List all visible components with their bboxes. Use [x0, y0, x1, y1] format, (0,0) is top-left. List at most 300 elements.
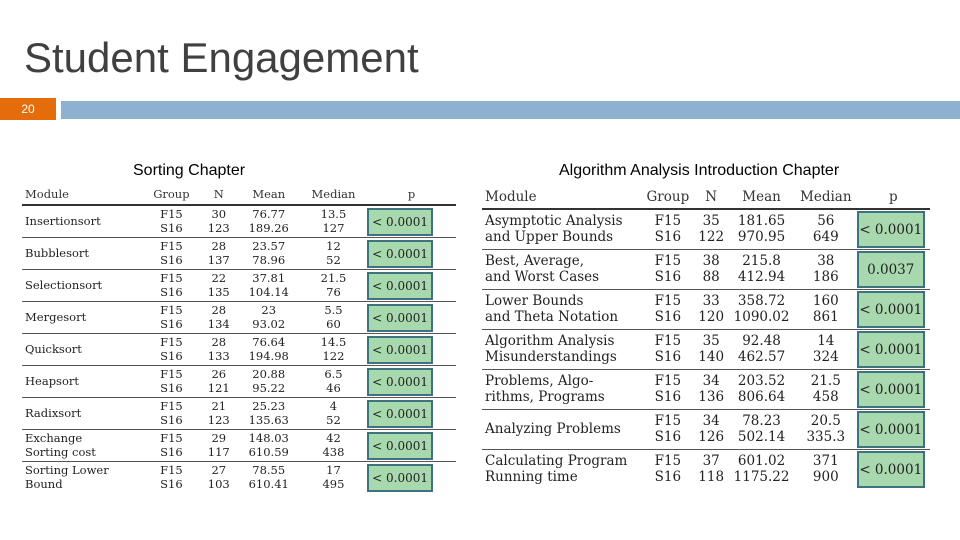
cell-line: 23.57: [252, 239, 286, 254]
module-cell: [482, 410, 642, 450]
group-cell: [143, 270, 200, 302]
module-cell: [482, 450, 642, 490]
median-cell: [300, 270, 367, 302]
cell-line: 134: [207, 316, 230, 331]
median-cell: [795, 330, 857, 370]
median-cell: [300, 430, 367, 462]
cell-line: 371: [812, 452, 839, 469]
n-cell: [200, 462, 238, 494]
cell-line: S16: [160, 348, 183, 363]
cell-line: 78.55: [252, 463, 286, 478]
cell-line: rithms, Programs: [485, 388, 605, 405]
cell-line: 22: [211, 271, 227, 286]
n-cell: [200, 238, 238, 270]
n-cell: [200, 270, 238, 302]
group-cell: [642, 410, 694, 450]
cell-line: 42: [326, 431, 341, 446]
table-row: [482, 370, 930, 410]
cell-line: Lower Bounds: [485, 292, 584, 309]
cell-line: F15: [160, 271, 183, 286]
cell-line: Analyzing Problems: [485, 420, 621, 437]
p-value-cell: [367, 462, 456, 494]
p-value-cell: [367, 398, 456, 430]
p-value: < 0.0001: [857, 411, 925, 448]
cell-line: 5.5: [324, 303, 343, 318]
cell-line: S16: [654, 348, 682, 365]
mean-cell: [238, 238, 300, 270]
mean-cell: [728, 290, 795, 330]
cell-line: 34: [702, 372, 720, 389]
cell-line: 189.26: [248, 220, 289, 235]
cell-line: S16: [654, 308, 682, 325]
mean-cell: [728, 450, 795, 490]
p-value-cell: [367, 270, 456, 302]
table-row: [22, 302, 456, 334]
cell-line: S16: [160, 284, 183, 299]
n-cell: [694, 250, 728, 290]
p-value: < 0.0001: [857, 331, 925, 368]
cell-line: and Upper Bounds: [485, 228, 614, 245]
cell-line: 76.77: [252, 207, 286, 222]
table-row: [482, 290, 930, 330]
group-cell: [143, 205, 200, 238]
cell-line: 123: [207, 412, 230, 427]
cell-line: S16: [654, 468, 682, 485]
group-cell: [143, 398, 200, 430]
cell-line: F15: [654, 212, 682, 229]
cell-line: F15: [160, 367, 183, 382]
cell-line: F15: [160, 303, 183, 318]
cell-line: 17: [326, 463, 341, 478]
cell-line: 12: [326, 239, 341, 254]
median-cell: [300, 462, 367, 494]
cell-line: 127: [322, 220, 345, 235]
p-value-cell: [367, 302, 456, 334]
table-row: [22, 462, 456, 494]
cell-line: 806.64: [737, 388, 786, 405]
cell-line: 21.5: [810, 372, 841, 389]
median-cell: [795, 209, 857, 250]
cell-line: 38: [702, 252, 720, 269]
n-cell: [200, 430, 238, 462]
n-cell: [694, 370, 728, 410]
cell-line: 335.3: [806, 428, 846, 445]
cell-line: F15: [654, 252, 682, 269]
cell-line: 14.5: [320, 335, 347, 350]
cell-line: S16: [160, 316, 183, 331]
mean-cell: [238, 302, 300, 334]
p-value: < 0.0001: [367, 400, 433, 428]
mean-cell: [238, 398, 300, 430]
median-cell: [300, 302, 367, 334]
cell-line: 502.14: [737, 428, 786, 445]
group-cell: [642, 370, 694, 410]
n-cell: [694, 410, 728, 450]
module-cell: [22, 462, 143, 494]
cell-line: 6.5: [324, 367, 343, 382]
cell-line: S16: [654, 268, 682, 285]
cell-line: 126: [698, 428, 725, 445]
p-value: < 0.0001: [857, 371, 925, 408]
cell-line: 28: [211, 239, 227, 254]
column-header: Mean: [238, 184, 300, 205]
slide-title: Student Engagement: [24, 34, 419, 81]
cell-line: 462.57: [737, 348, 786, 365]
group-cell: [642, 330, 694, 370]
column-header: Median: [300, 184, 367, 205]
column-header: Median: [795, 186, 857, 209]
cell-line: 14: [817, 332, 835, 349]
mean-cell: [728, 250, 795, 290]
median-cell: [300, 238, 367, 270]
cell-line: 26: [211, 367, 227, 382]
cell-line: 28: [211, 335, 227, 350]
cell-line: F15: [160, 431, 183, 446]
cell-line: 38: [817, 252, 835, 269]
mean-cell: [238, 430, 300, 462]
p-value: < 0.0001: [367, 304, 433, 332]
cell-line: Misunderstandings: [485, 348, 617, 365]
p-value: < 0.0001: [367, 368, 433, 396]
cell-line: 412.94: [737, 268, 786, 285]
cell-line: 122: [322, 348, 345, 363]
cell-line: 4: [329, 399, 338, 414]
column-header: N: [200, 184, 238, 205]
cell-line: 438: [322, 444, 345, 459]
module-cell: [22, 238, 143, 270]
cell-line: 76: [326, 284, 341, 299]
cell-line: 649: [812, 228, 839, 245]
median-cell: [300, 334, 367, 366]
cell-line: 900: [812, 468, 839, 485]
table-row: [482, 209, 930, 250]
p-value-cell: [857, 330, 930, 370]
cell-line: 160: [812, 292, 839, 309]
p-value: < 0.0001: [367, 240, 433, 268]
median-cell: [795, 410, 857, 450]
cell-line: S16: [160, 412, 183, 427]
cell-line: F15: [654, 372, 682, 389]
p-value-cell: [367, 366, 456, 398]
cell-line: Algorithm Analysis: [485, 332, 615, 349]
group-cell: [143, 238, 200, 270]
cell-line: 140: [698, 348, 725, 365]
table-row: [22, 366, 456, 398]
table-row: [22, 430, 456, 462]
cell-line: 610.41: [248, 476, 289, 491]
p-value-cell: [367, 205, 456, 238]
cell-line: Asymptotic Analysis: [485, 212, 623, 229]
module-cell: [22, 270, 143, 302]
cell-line: Bubblesort: [25, 245, 90, 260]
left-table-caption: Sorting Chapter: [133, 162, 246, 179]
group-cell: [143, 366, 200, 398]
group-cell: [143, 334, 200, 366]
module-cell: [482, 290, 642, 330]
p-value-cell: [367, 430, 456, 462]
cell-line: Bound: [25, 476, 63, 491]
p-value-cell: [857, 370, 930, 410]
column-header: p: [857, 186, 930, 209]
module-cell: [482, 250, 642, 290]
p-value: < 0.0001: [367, 464, 433, 492]
column-header: Module: [22, 184, 143, 205]
mean-cell: [238, 462, 300, 494]
cell-line: 76.64: [252, 335, 286, 350]
cell-line: 103: [207, 476, 230, 491]
n-cell: [694, 330, 728, 370]
p-value: 0.0037: [857, 251, 925, 288]
cell-line: S16: [654, 428, 682, 445]
cell-line: Selectionsort: [25, 277, 103, 292]
cell-line: Quicksort: [25, 341, 82, 356]
cell-line: Sorting Lower: [25, 463, 109, 478]
cell-line: Heapsort: [25, 373, 79, 388]
cell-line: 37: [702, 452, 720, 469]
cell-line: 458: [812, 388, 839, 405]
p-value-cell: [857, 290, 930, 330]
module-cell: [22, 334, 143, 366]
column-header: Group: [642, 186, 694, 209]
module-cell: [22, 398, 143, 430]
p-value: < 0.0001: [857, 291, 925, 328]
module-cell: [482, 330, 642, 370]
cell-line: 104.14: [248, 284, 289, 299]
p-value-cell: [857, 450, 930, 490]
mean-cell: [728, 370, 795, 410]
p-value: < 0.0001: [857, 451, 925, 488]
table-row: [482, 410, 930, 450]
cell-line: 46: [326, 380, 341, 395]
cell-line: Radixsort: [25, 405, 82, 420]
cell-line: 122: [698, 228, 725, 245]
median-cell: [300, 205, 367, 238]
cell-line: 35: [702, 212, 720, 229]
cell-line: 20.88: [252, 367, 286, 382]
cell-line: 92.48: [742, 332, 781, 349]
p-value: < 0.0001: [367, 336, 433, 364]
cell-line: 78.96: [252, 252, 286, 267]
cell-line: 37.81: [252, 271, 286, 286]
cell-line: Sorting cost: [25, 444, 96, 459]
cell-line: F15: [654, 412, 682, 429]
cell-line: F15: [160, 463, 183, 478]
cell-line: 135: [207, 284, 230, 299]
cell-line: Calculating Program: [485, 452, 628, 469]
cell-line: S16: [160, 380, 183, 395]
cell-line: 28: [211, 303, 227, 318]
mean-cell: [728, 330, 795, 370]
accent-bar: [61, 101, 960, 119]
cell-line: 20.5: [810, 412, 841, 429]
right-table-caption: Algorithm Analysis Introduction Chapter: [559, 162, 840, 179]
cell-line: 186: [812, 268, 839, 285]
table-row: [482, 450, 930, 490]
mean-cell: [728, 209, 795, 250]
cell-line: Running time: [485, 468, 578, 485]
cell-line: 495: [322, 476, 345, 491]
cell-line: S16: [160, 444, 183, 459]
cell-line: 1175.22: [733, 468, 790, 485]
group-cell: [642, 290, 694, 330]
median-cell: [795, 250, 857, 290]
cell-line: 120: [698, 308, 725, 325]
cell-line: 324: [812, 348, 839, 365]
cell-line: F15: [160, 207, 183, 222]
sorting-results-table: [22, 184, 456, 493]
cell-line: 88: [702, 268, 720, 285]
p-value: < 0.0001: [367, 432, 433, 460]
cell-line: 52: [326, 412, 341, 427]
module-cell: [22, 302, 143, 334]
n-cell: [200, 398, 238, 430]
cell-line: 358.72: [737, 292, 786, 309]
cell-line: Problems, Algo-: [485, 372, 594, 389]
table-header-row: [22, 184, 456, 205]
cell-line: 78.23: [742, 412, 781, 429]
group-cell: [143, 302, 200, 334]
n-cell: [200, 334, 238, 366]
p-value-cell: [367, 238, 456, 270]
group-cell: [642, 450, 694, 490]
cell-line: F15: [160, 239, 183, 254]
cell-line: F15: [654, 452, 682, 469]
cell-line: Best, Average,: [485, 252, 585, 269]
cell-line: 29: [211, 431, 227, 446]
table-header-row: [482, 186, 930, 209]
cell-line: 136: [698, 388, 725, 405]
median-cell: [300, 366, 367, 398]
cell-line: 23: [261, 303, 277, 318]
cell-line: 970.95: [737, 228, 786, 245]
group-cell: [143, 462, 200, 494]
cell-line: 34: [702, 412, 720, 429]
cell-line: F15: [160, 335, 183, 350]
cell-line: 601.02: [737, 452, 786, 469]
p-value-cell: [857, 209, 930, 250]
cell-line: Insertionsort: [25, 213, 101, 228]
median-cell: [795, 370, 857, 410]
median-cell: [795, 450, 857, 490]
table-row: [22, 270, 456, 302]
cell-line: and Theta Notation: [485, 308, 619, 325]
n-cell: [694, 209, 728, 250]
group-cell: [642, 250, 694, 290]
cell-line: F15: [654, 292, 682, 309]
cell-line: 610.59: [248, 444, 289, 459]
module-cell: [482, 209, 642, 250]
cell-line: 60: [326, 316, 341, 331]
table-row: [482, 250, 930, 290]
cell-line: 13.5: [320, 207, 347, 222]
column-header: Module: [482, 186, 642, 209]
group-cell: [143, 430, 200, 462]
column-header: N: [694, 186, 728, 209]
p-value: < 0.0001: [857, 211, 925, 248]
cell-line: 1090.02: [733, 308, 790, 325]
cell-line: 118: [698, 468, 725, 485]
cell-line: 123: [207, 220, 230, 235]
cell-line: 52: [326, 252, 341, 267]
cell-line: 56: [817, 212, 835, 229]
mean-cell: [238, 270, 300, 302]
mean-cell: [728, 410, 795, 450]
cell-line: 27: [211, 463, 227, 478]
n-cell: [694, 290, 728, 330]
table-row: [482, 330, 930, 370]
cell-line: S16: [654, 228, 682, 245]
p-value-cell: [367, 334, 456, 366]
algorithm-analysis-results-table: [482, 186, 930, 489]
n-cell: [200, 205, 238, 238]
p-value-cell: [857, 250, 930, 290]
cell-line: 93.02: [252, 316, 286, 331]
cell-line: 33: [702, 292, 720, 309]
slide-number: 20: [0, 98, 56, 120]
table-row: [22, 398, 456, 430]
module-cell: [22, 205, 143, 238]
p-value: < 0.0001: [367, 272, 433, 300]
cell-line: F15: [160, 399, 183, 414]
cell-line: 25.23: [252, 399, 286, 414]
group-cell: [642, 209, 694, 250]
cell-line: 21: [211, 399, 227, 414]
cell-line: 95.22: [252, 380, 286, 395]
median-cell: [300, 398, 367, 430]
cell-line: 35: [702, 332, 720, 349]
cell-line: 133: [207, 348, 230, 363]
table-row: [22, 334, 456, 366]
cell-line: S16: [654, 388, 682, 405]
cell-line: 181.65: [737, 212, 786, 229]
module-cell: [482, 370, 642, 410]
p-value-cell: [857, 410, 930, 450]
cell-line: S16: [160, 252, 183, 267]
table-row: [22, 205, 456, 238]
n-cell: [200, 302, 238, 334]
column-header: Mean: [728, 186, 795, 209]
column-header: Group: [143, 184, 200, 205]
module-cell: [22, 366, 143, 398]
cell-line: Mergesort: [25, 309, 87, 324]
cell-line: Exchange: [25, 431, 83, 446]
mean-cell: [238, 334, 300, 366]
cell-line: 30: [211, 207, 227, 222]
cell-line: 117: [207, 444, 230, 459]
table-row: [22, 238, 456, 270]
cell-line: 203.52: [737, 372, 786, 389]
mean-cell: [238, 205, 300, 238]
cell-line: F15: [654, 332, 682, 349]
cell-line: 21.5: [320, 271, 347, 286]
cell-line: 861: [812, 308, 839, 325]
cell-line: and Worst Cases: [485, 268, 600, 285]
module-cell: [22, 430, 143, 462]
column-header: p: [367, 184, 456, 205]
cell-line: 215.8: [742, 252, 781, 269]
mean-cell: [238, 366, 300, 398]
cell-line: 137: [207, 252, 230, 267]
cell-line: S16: [160, 476, 183, 491]
n-cell: [694, 450, 728, 490]
median-cell: [795, 290, 857, 330]
cell-line: S16: [160, 220, 183, 235]
n-cell: [200, 366, 238, 398]
p-value: < 0.0001: [367, 208, 433, 236]
cell-line: 194.98: [248, 348, 289, 363]
cell-line: 135.63: [248, 412, 289, 427]
cell-line: 148.03: [248, 431, 289, 446]
